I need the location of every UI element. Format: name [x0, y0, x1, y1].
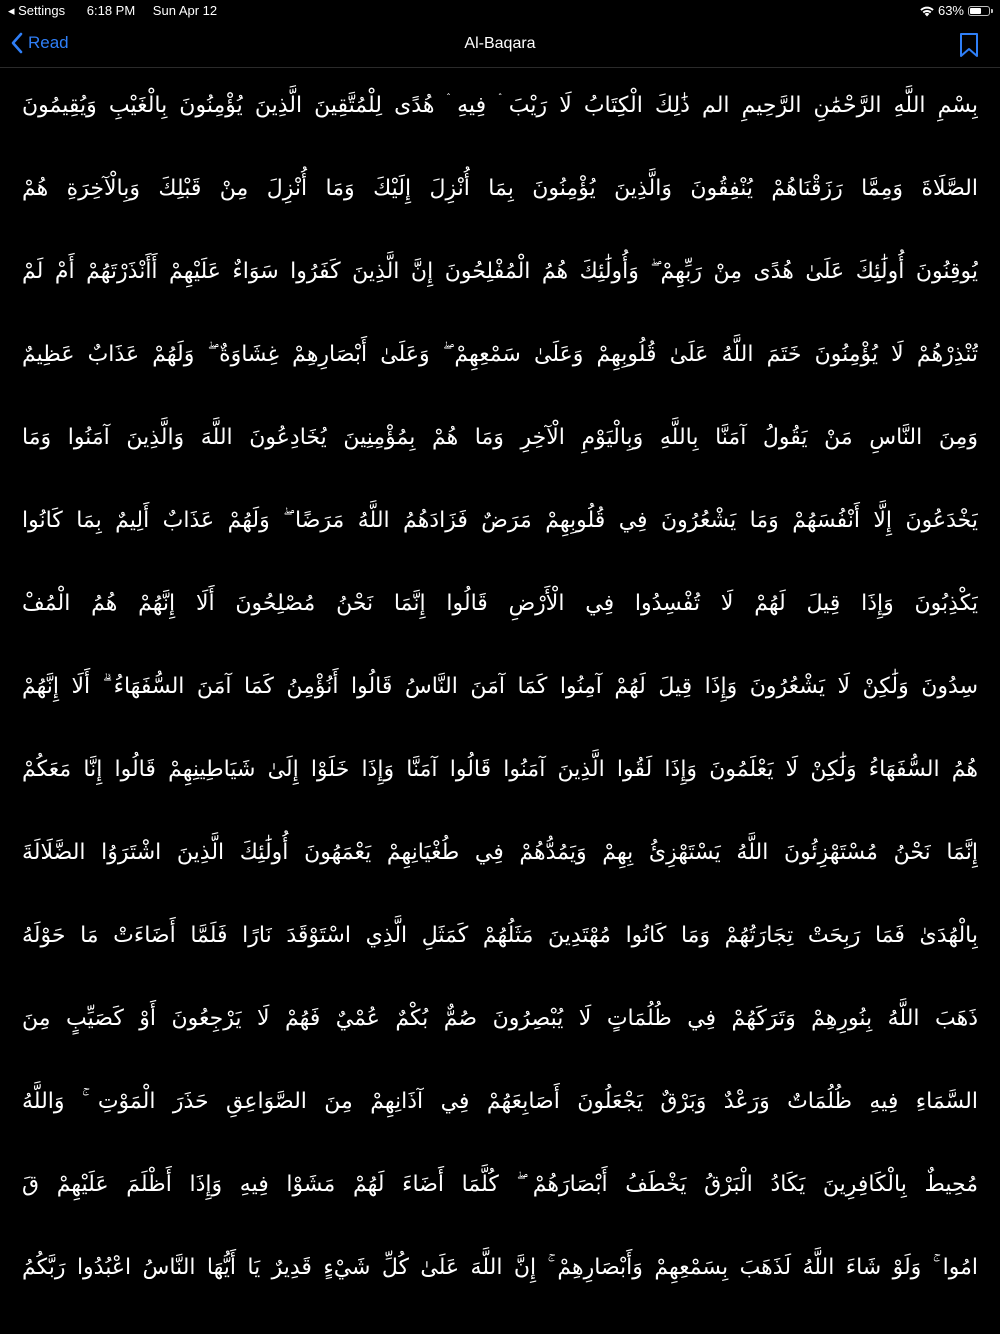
text-line: تُنْذِرْهُمْ لَا يُؤْمِنُونَ خَتَمَ اللَّهُ عَلَىٰ قُلُوبِهِمْ وَعَلَىٰ سَمْعِهِمْ ۖ وَعَلَىٰ أَبْصَارِهِمْ غِشَاوَةٌ ۖ وَلَهُمْ عَذَابٌ عَظِيمٌ: [22, 342, 978, 367]
text-line: يُوقِنُونَ أُولَٰئِكَ عَلَىٰ هُدًى مِنْ رَبِّهِمْ ۖ وَأُولَٰئِكَ هُمُ الْمُفْلِحُونَ إِنَّ الَّذِينَ كَفَرُوا سَوَاءٌ عَلَيْهِمْ أَأَنْذَرْتَهُمْ أَمْ لَمْ: [22, 259, 978, 284]
navigation-bar: [0, 22, 1000, 68]
text-line: بِالْهُدَىٰ فَمَا رَبِحَتْ تِجَارَتُهُمْ وَمَا كَانُوا مُهْتَدِينَ مَثَلُهُمْ كَمَثَلِ الَّذِي اسْتَوْقَدَ نَارًا فَلَمَّا أَضَاءَتْ مَا حَوْلَهُ: [22, 923, 978, 948]
back-button-label: Read: [28, 33, 69, 52]
surah-text: [22, 68, 978, 1334]
text-line: هُمُ السُّفَهَاءُ وَلَٰكِنْ لَا يَعْلَمُونَ وَإِذَا لَقُوا الَّذِينَ آمَنُوا قَالُوا آمَنَّا وَإِذَا خَلَوْا إِلَىٰ شَيَاطِينِهِمْ قَالُوا إِنَّا مَعَكُمْ: [22, 757, 978, 782]
text-line: يَكْذِبُونَ وَإِذَا قِيلَ لَهُمْ لَا تُفْسِدُوا فِي الْأَرْضِ قَالُوا إِنَّمَا نَحْنُ مُصْلِحُونَ أَلَا إِنَّهُمْ هُمُ الْمُفْ: [22, 591, 978, 616]
text-line: يَخْدَعُونَ إِلَّا أَنْفُسَهُمْ وَمَا يَشْعُرُونَ فِي قُلُوبِهِمْ مَرَضٌ فَزَادَهُمُ اللَّهُ مَرَضًا ۖ وَلَهُمْ عَذَابٌ أَلِيمٌ بِمَا كَانُوا: [22, 508, 978, 533]
text-line: وَمِنَ النَّاسِ مَنْ يَقُولُ آمَنَّا بِاللَّهِ وَبِالْيَوْمِ الْآخِرِ وَمَا هُمْ بِمُؤْمِنِينَ يُخَادِعُونَ اللَّهَ وَالَّذِينَ آمَنُوا وَمَا: [22, 425, 978, 450]
battery-fill: [970, 8, 981, 14]
battery-icon: [968, 6, 990, 16]
wifi-icon: [919, 5, 935, 17]
status-left: [8, 3, 231, 19]
text-line: مُحِيطٌ بِالْكَافِرِينَ يَكَادُ الْبَرْقُ يَخْطَفُ أَبْصَارَهُمْ ۖ كُلَّمَا أَضَاءَ لَهُمْ مَشَوْا فِيهِ وَإِذَا أَظْلَمَ عَلَيْهِمْ قَ: [22, 1172, 978, 1197]
text-line: ذَهَبَ اللَّهُ بِنُورِهِمْ وَتَرَكَهُمْ فِي ظُلُمَاتٍ لَا يُبْصِرُونَ صُمٌّ بُكْمٌ عُمْيٌ فَهُمْ لَا يَرْجِعُونَ أَوْ كَصَيِّبٍ مِنَ: [22, 1006, 978, 1031]
text-line: الصَّلَاةَ وَمِمَّا رَزَقْنَاهُمْ يُنْفِقُونَ وَالَّذِينَ يُؤْمِنُونَ بِمَا أُنْزِلَ إِلَيْكَ وَمَا أُنْزِلَ مِنْ قَبْلِكَ وَبِالْآخِرَةِ هُمْ: [22, 176, 978, 201]
battery-percent: 63%: [937, 3, 964, 18]
back-to-settings-link[interactable]: ◂ Settings: [8, 3, 66, 18]
status-bar: [0, 0, 1000, 22]
text-line: إِنَّمَا نَحْنُ مُسْتَهْزِئُونَ اللَّهُ يَسْتَهْزِئُ بِهِمْ وَيَمُدُّهُمْ فِي طُغْيَانِهِمْ يَعْمَهُونَ أُولَٰئِكَ الَّذِينَ اشْتَرَوُا الضَّلَالَةَ: [22, 840, 978, 865]
status-date: Sun Apr 12: [152, 3, 218, 18]
text-line: السَّمَاءِ فِيهِ ظُلُمَاتٌ وَرَعْدٌ وَبَرْقٌ يَجْعَلُونَ أَصَابِعَهُمْ فِي آذَانِهِمْ مِنَ الصَّوَاعِقِ حَذَرَ الْمَوْتِ ۚ وَاللَّهُ: [22, 1089, 978, 1114]
bookmark-icon[interactable]: [958, 32, 980, 58]
text-line: امُوا ۚ وَلَوْ شَاءَ اللَّهُ لَذَهَبَ بِسَمْعِهِمْ وَأَبْصَارِهِمْ ۚ إِنَّ اللَّهَ عَلَىٰ كُلِّ شَيْءٍ قَدِيرٌ يَا أَيُّهَا النَّاسُ اعْبُدُوا رَبَّكُمُ: [22, 1255, 978, 1280]
text-line: بِسْمِ اللَّهِ الرَّحْمَٰنِ الرَّحِيمِ الم ذَٰلِكَ الْكِتَابُ لَا رَيْبَ ۛ فِيهِ ۛ هُدًى لِلْمُتَّقِينَ الَّذِينَ يُؤْمِنُونَ بِالْغَيْبِ وَيُقِيمُونَ: [22, 93, 978, 118]
page-title: Al-Baqara: [464, 35, 536, 52]
text-line: سِدُونَ وَلَٰكِنْ لَا يَشْعُرُونَ وَإِذَا قِيلَ لَهُمْ آمِنُوا كَمَا آمَنَ النَّاسُ قَالُوا أَنُؤْمِنُ كَمَا آمَنَ السُّفَهَاءُ ۗ أَلَا إِنَّهُمْ: [22, 674, 978, 699]
status-right: [919, 3, 990, 18]
status-time: 6:18 PM: [86, 3, 136, 18]
